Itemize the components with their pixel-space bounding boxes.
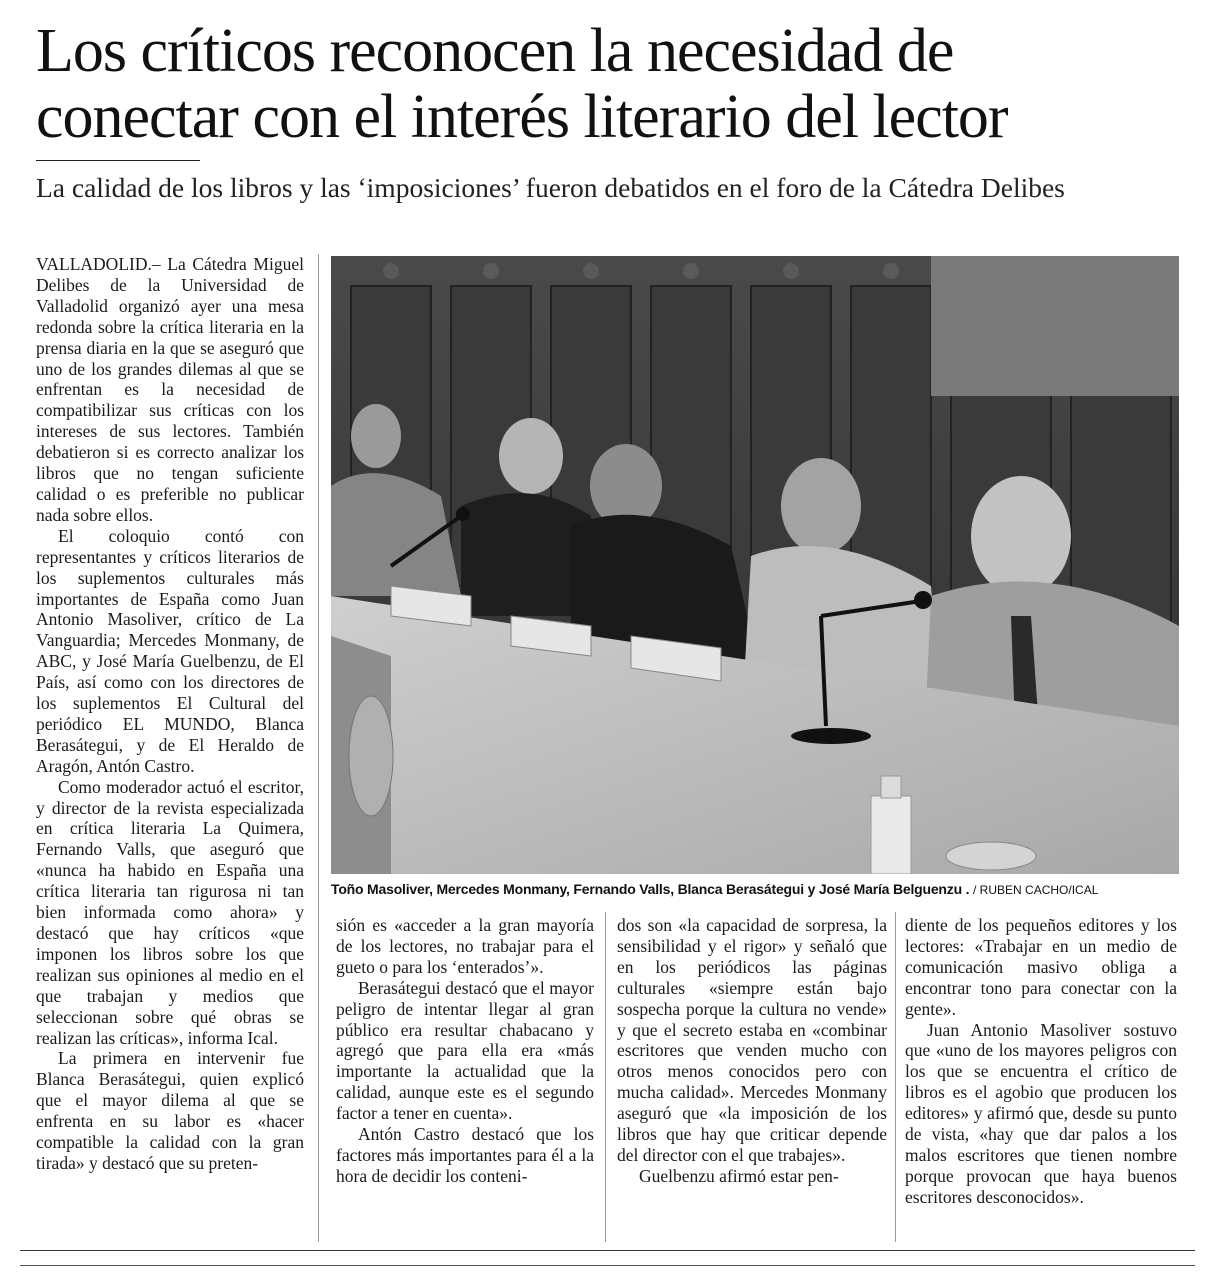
paragraph: diente de los pequeños editores y los lectores: «Trabajar en un medio de comunicación masivo obliga a encontrar tono para conectar con la gente». — [905, 915, 1177, 1019]
page-bottom-rule — [20, 1250, 1195, 1251]
subheadline: La calidad de los libros y las ‘imposiciones’ fueron debatidos en el foro de la Cátedra Delibes — [36, 172, 1065, 203]
article-column-2 — [336, 915, 594, 1187]
paragraph: El coloquio contó con representantes y críticos literarios de los suplementos culturales más importantes de España como Juan Antonio Masoliver, crítico de La Vanguardia; Mercedes Monmany, de ABC, y José María Guelbenzu, de El País, así como con los directores de los suplementos El Cultural del periódico EL MUNDO, Blanca Berasátegui, y de El Heraldo de Aragón, Antón Castro. — [36, 525, 304, 776]
article-column-4 — [905, 915, 1177, 1208]
paragraph: Juan Antonio Masoliver sostuvo que «uno de los mayores peligros con los que se encuentra el crítico de libros es el agobio que producen los editores» y afirmó que, desde su punto de vista, «hay que dar palos a los malos escritores que tienen nombre porque provocan que haya buenos escritores desconocidos». — [905, 1019, 1177, 1207]
headline-divider — [36, 160, 200, 161]
photo-caption — [331, 881, 1181, 897]
page-bottom-rule — [20, 1265, 1195, 1266]
column-divider — [895, 912, 896, 1242]
paragraph: Antón Castro destacó que los factores más importantes para él a la hora de decidir los conteni- — [336, 1124, 594, 1186]
caption-text: Toño Masoliver, Mercedes Monmany, Fernando Valls, Blanca Berasátegui y José María Belguenzu . — [331, 881, 970, 897]
paragraph: Berasátegui destacó que el mayor peligro de intentar llegar al gran público era resultar chabacano y agregó que para ella era «más importante la actualidad que la calidad, aunque este es el segundo factor a tener en cuenta». — [336, 977, 594, 1124]
column-divider — [605, 912, 606, 1242]
headline-line-1: Los críticos reconocen la necesidad de — [36, 17, 954, 85]
paragraph: sión es «acceder a la gran mayoría de los lectores, no trabajar para el gueto o para los ‘enterados’». — [336, 915, 594, 977]
press-photo — [331, 256, 1179, 874]
article-column-3 — [617, 915, 887, 1187]
article-column-1 — [36, 254, 304, 1174]
paragraph: Guelbenzu afirmó estar pen- — [639, 1165, 839, 1186]
headline-line-2: conectar con el interés literario del lector — [36, 83, 1008, 151]
paragraph: VALLADOLID.– La Cátedra Miguel Delibes de la Universidad de Valladolid organizó ayer una mesa redonda sobre la crítica literaria en la prensa diaria en la que se aseguró que uno de los grandes dilemas al que se enfrentan es la necesidad de compatibilizar sus críticas con los intereses de sus lectores. También debatieron si es correcto analizar los libros que no tengan suficiente calidad o es preferible no publicar nada sobre ellos. — [36, 254, 304, 525]
photo-credit: / RUBEN CACHO/ICAL — [973, 883, 1099, 897]
headline — [36, 18, 1186, 150]
photo-illustration — [331, 256, 1179, 874]
column-divider — [318, 254, 319, 1242]
paragraph: La primera en intervenir fue Blanca Berasátegui, quien explicó que el mayor dilema al que se enfrenta en su labor es «hacer compatible la calidad con la gran tirada» y destacó que su preten- — [36, 1048, 304, 1173]
paragraph: Como moderador actuó el escritor, y director de la revista especializada en crítica literaria La Quimera, Fernando Valls, que aseguró que «nunca ha habido en España una crítica literaria tan rigurosa ni tan bien informada como ahora» y destacó que hay críticos «que imponen los libros sobre los que realizan sus opiniones al medio en el que trabajan y medios que seleccionan sobre qué obras se realizan las críticas», informa Ical. — [36, 776, 304, 1048]
paragraph: dos son «la capacidad de sorpresa, la sensibilidad y el rigor» y señaló que en los periódicos las páginas culturales «siempre están bajo sospecha porque la cultura no vende» y que el secreto estaba en «combinar escritores que venden mucho con otros menos conocidos pero con mucha calidad». Mercedes Monmany aseguró que «la imposición de los libros que hay que criticar depende del director con el que trabajes». — [617, 915, 887, 1165]
